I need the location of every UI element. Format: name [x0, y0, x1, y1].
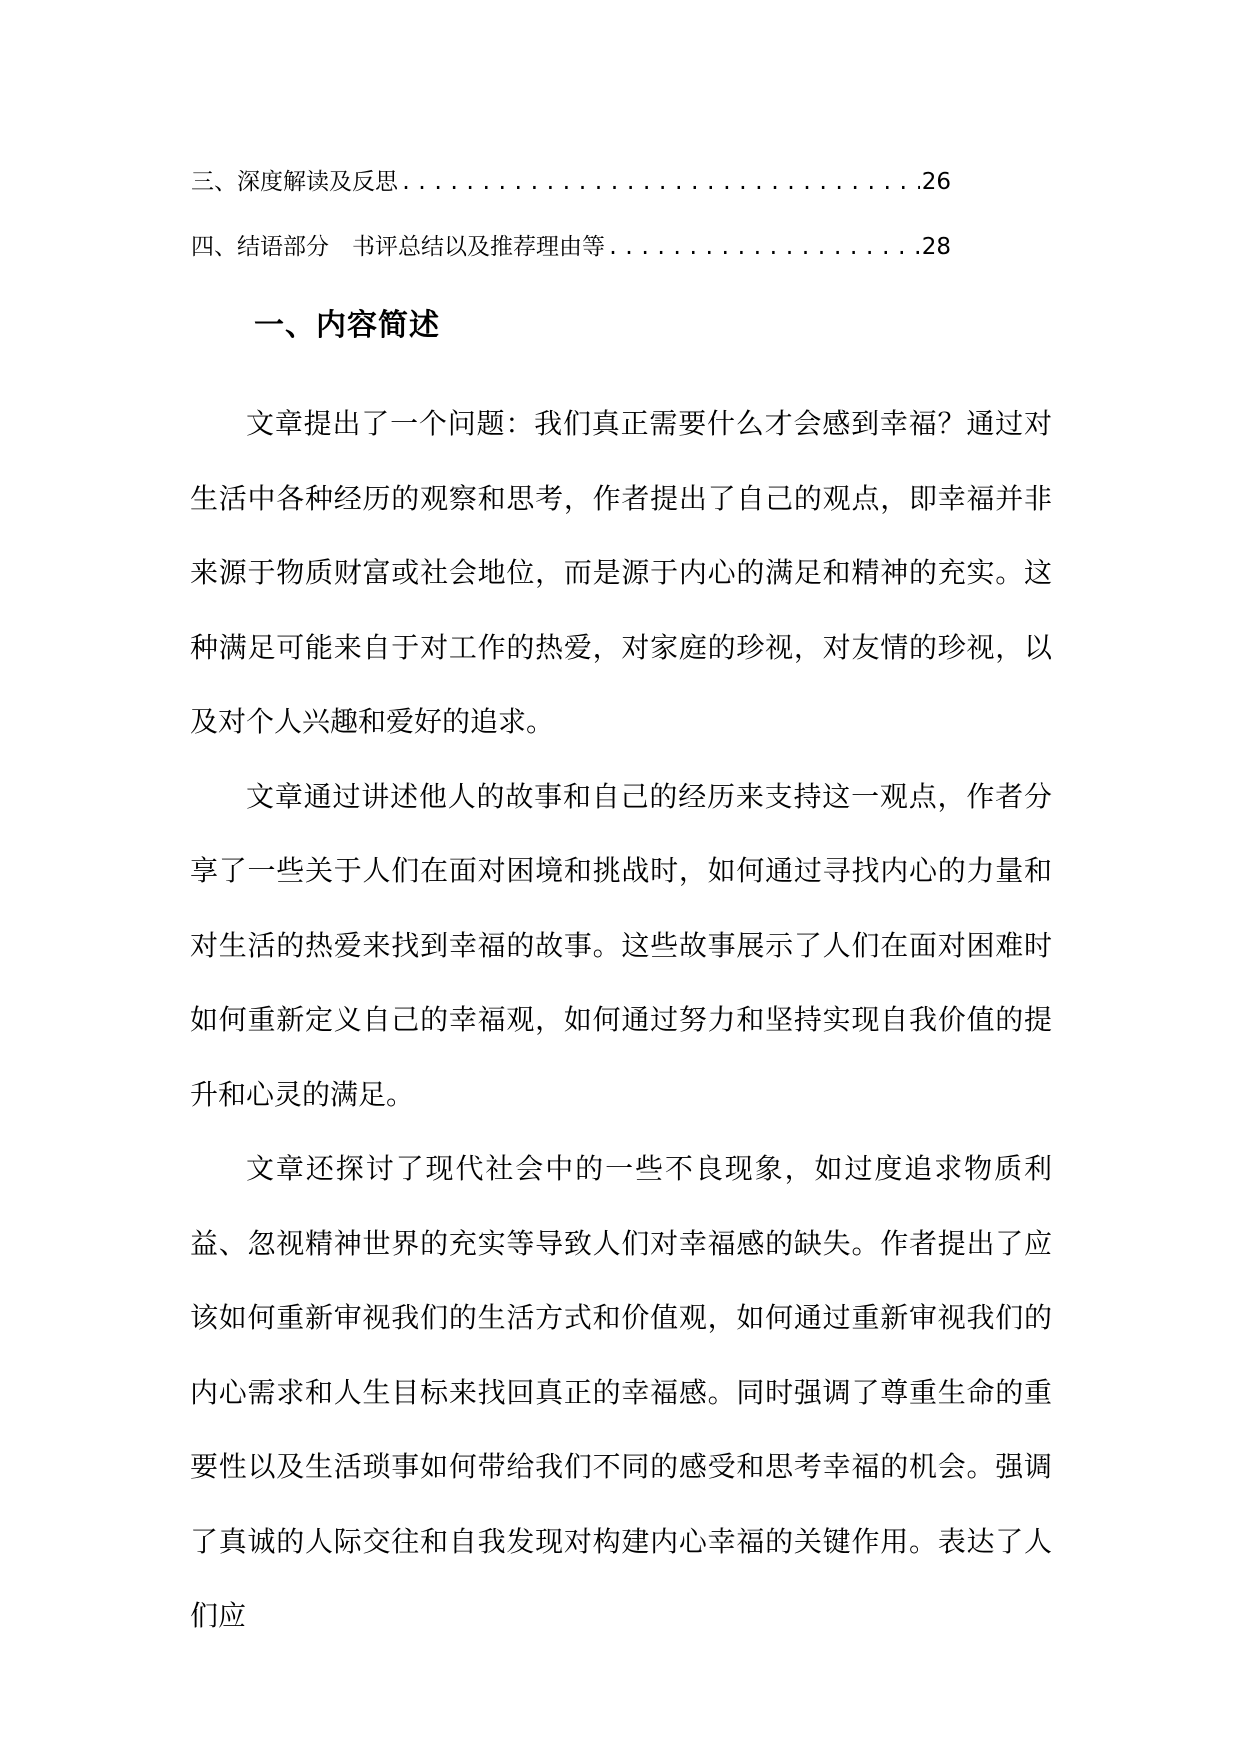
- toc-entry[interactable]: [191, 150, 951, 215]
- toc-entry[interactable]: [191, 215, 951, 280]
- table-of-contents: [191, 150, 951, 280]
- toc-entry-title: 三、深度解读及反思: [191, 169, 398, 195]
- body-paragraph: 文章还探讨了现代社会中的一些不良现象，如过度追求物质利益、忽视精神世界的充实等导致人们对幸福感的缺失。作者提出了应该如何重新审视我们的生活方式和价值观，如何通过重新审视我们的内心需求和人生目标来找回真正的幸福感。同时强调了尊重生命的重要性以及生活琐事如何带给我们不同的感受和思考幸福的机会。强调了真诚的人际交往和自我发现对构建内心幸福的关键作用。表达了人们应: [190, 1152, 1052, 1632]
- toc-entry-page: 28: [921, 234, 951, 260]
- document-body: [190, 387, 1052, 1654]
- toc-leader-dots: [400, 150, 920, 215]
- body-paragraph: 文章通过讲述他人的故事和自己的经历来支持这一观点，作者分享了一些关于人们在面对困境和挑战时，如何通过寻找内心的力量和对生活的热爱来找到幸福的故事。这些故事展示了人们在面对困难时如何重新定义自己的幸福观，如何通过努力和坚持实现自我价值的提升和心灵的满足。: [190, 779, 1052, 1111]
- toc-leader-dots: [607, 215, 920, 280]
- body-paragraph: 文章提出了一个问题：我们真正需要什么才会感到幸福？通过对生活中各种经历的观察和思考，作者提出了自己的观点，即幸福并非来源于物质财富或社会地位，而是源于内心的满足和精神的充实。这种满足可能来自于对工作的热爱，对家庭的珍视，对友情的珍视，以及对个人兴趣和爱好的追求。: [190, 407, 1052, 738]
- section-heading: 一、内容简述: [254, 308, 440, 343]
- toc-entry-title: 四、结语部分 书评总结以及推荐理由等: [191, 234, 605, 260]
- toc-entry-page: 26: [921, 169, 951, 195]
